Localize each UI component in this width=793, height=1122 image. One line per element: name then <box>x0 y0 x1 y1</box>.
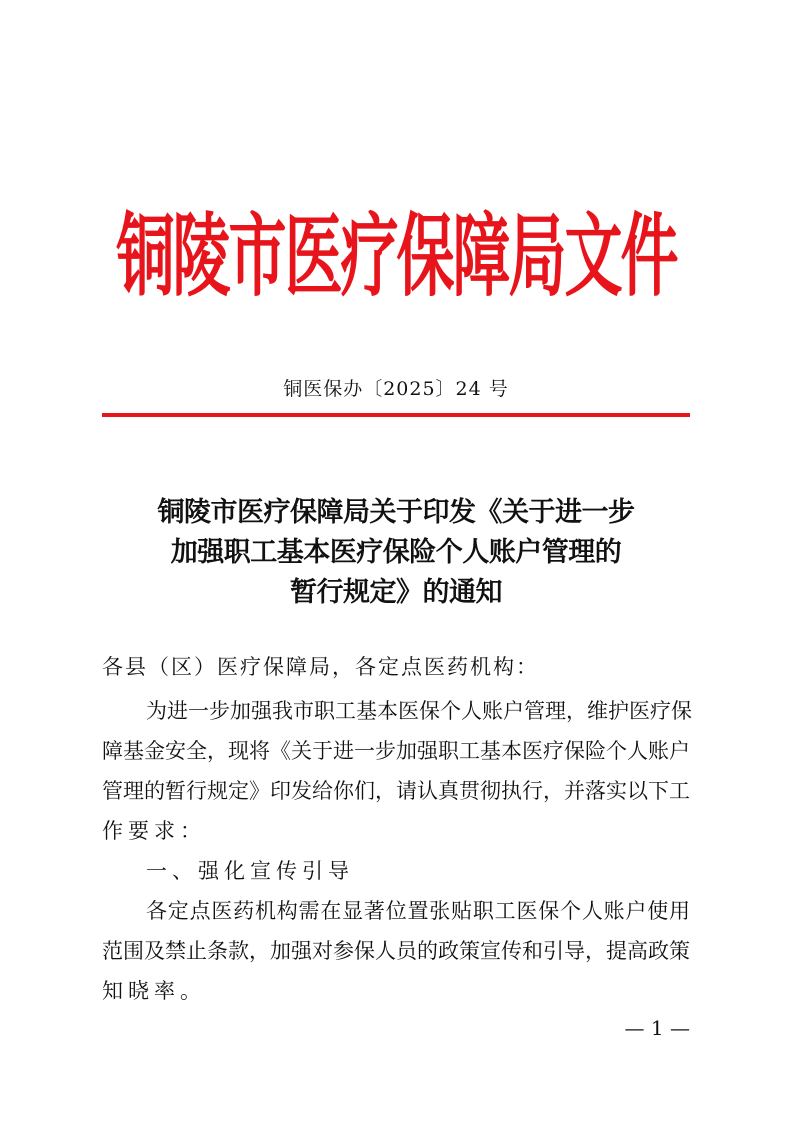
issuer-header: 铜陵市医疗保障局文件 <box>116 203 677 309</box>
section1-line: 各定点医药机构需在显著位置张贴职工医保个人账户使用 <box>146 899 690 923</box>
document-number: 铜医保办〔2025〕24 号 <box>283 378 509 400</box>
section-heading: 一、强化宣传引导 <box>146 859 354 883</box>
section1-line: 范围及禁止条款，加强对参保人员的政策宣传和引导，提高政策 <box>102 939 690 963</box>
paragraph1-line: 为进一步加强我市职工基本医保个人账户管理，维护医疗保 <box>146 699 692 723</box>
paragraph1-line: 管理的暂行规定》印发给你们，请认真贯彻执行，并落实以下工 <box>102 779 690 803</box>
title-line-3: 暂行规定》的通知 <box>290 577 502 608</box>
section1-line: 知晓率。 <box>102 979 206 1003</box>
title-line-2: 加强职工基本医疗保险个人账户管理的 <box>170 537 622 568</box>
red-divider <box>102 413 690 417</box>
salutation: 各县（区）医疗保障局，各定点医药机构： <box>102 655 539 679</box>
page-number: — 1 — <box>624 1016 690 1040</box>
paragraph1-line: 作要求： <box>102 819 206 843</box>
paragraph1-line: 障基金安全，现将《关于进一步加强职工基本医疗保险个人账户 <box>102 739 690 763</box>
title-line-1: 铜陵市医疗保障局关于印发《关于进一步 <box>157 497 635 528</box>
